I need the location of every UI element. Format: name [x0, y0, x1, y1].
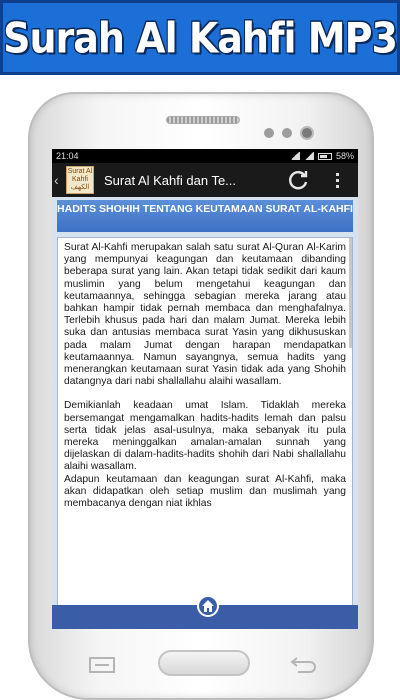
- bottom-bar: [52, 605, 358, 629]
- back-icon[interactable]: ‹: [54, 172, 59, 188]
- earpiece-speaker: [166, 116, 240, 124]
- status-bar: [52, 149, 358, 163]
- back-key-icon[interactable]: [288, 656, 316, 674]
- phone-frame: [28, 92, 374, 700]
- refresh-icon[interactable]: [286, 168, 310, 192]
- wifi-icon: [290, 152, 300, 160]
- light-sensor: [282, 128, 292, 138]
- page-heading: HADITS SHOHIH TENTANG KEUTAMAAN SURAT AL-KAHFI: [57, 200, 353, 232]
- action-bar: [52, 163, 358, 197]
- app-icon[interactable]: [66, 166, 94, 194]
- status-icons: [290, 151, 354, 161]
- front-camera: [300, 126, 314, 140]
- overflow-menu-icon[interactable]: [336, 173, 342, 188]
- menu-key-icon[interactable]: [88, 656, 116, 674]
- status-time: 21:04: [56, 151, 79, 161]
- paragraph-1: Surat Al-Kahfi merupakan salah satu surat Al-Quran Al-Karim yang mempunyai keagungan dan keutamaan dibanding beberapa surat yang lain. Akan tetapi tidak sedikit dari kaum muslimin yang belum mengetahui keagungan dan keutamaannya, sehingga sebagian mereka jarang atau bahkan hampir tidak pernah membaca dan menghafalnya. Terlebih khusus pada hari dan malam Jumat. Mereka lebih suka dan antusias membaca surat Yasin yang dikhususkan pada malam Jumat dengan harapan mendapatkan keutamaannya. Namun sayangnya, semua hadits yang menerangkan keutamaan surat Yasin tidak ada yang Shohih datangnya dari nabi shallallahu alaihi wasallam.: [64, 242, 346, 388]
- home-key[interactable]: [158, 650, 250, 676]
- article-text-area[interactable]: [57, 237, 353, 607]
- home-button[interactable]: [197, 595, 219, 617]
- paragraph-2: Demikianlah keadaan umat Islam. Tidaklah mereka bersemangat mengamalkan hadits-hadits lemah dan palsu serta tidak jelas asal-usulnya, maka sebanyak itu pula mereka meninggalkan amalan-amalan sunnah yang dijelaskan di dalam-hadits-hadits shohih dari Nabi shallallahu alaihi wasallam.: [64, 400, 346, 473]
- action-bar-title: Surat Al Kahfi dan Te...: [104, 172, 237, 188]
- paragraph-3: Adapun keutamaan dan keagungan surat Al-Kahfi, maka akan didapatkan oleh setiap muslim dan muslimah yang membacanya dengan niat ikhlas: [64, 473, 346, 510]
- home-icon: [201, 599, 215, 613]
- battery-level: 58%: [335, 151, 354, 161]
- main-content: [52, 197, 358, 629]
- signal-icon: [304, 152, 314, 160]
- banner-title: Surah Al Kahfi MP3: [3, 13, 397, 62]
- promo-banner: [0, 0, 400, 75]
- scrollbar[interactable]: [349, 238, 352, 348]
- phone-screen: [52, 149, 358, 629]
- battery-icon: [318, 153, 332, 160]
- app-icon-label: Surat Al Kahfi الكهف: [67, 168, 93, 191]
- proximity-sensor: [264, 128, 274, 138]
